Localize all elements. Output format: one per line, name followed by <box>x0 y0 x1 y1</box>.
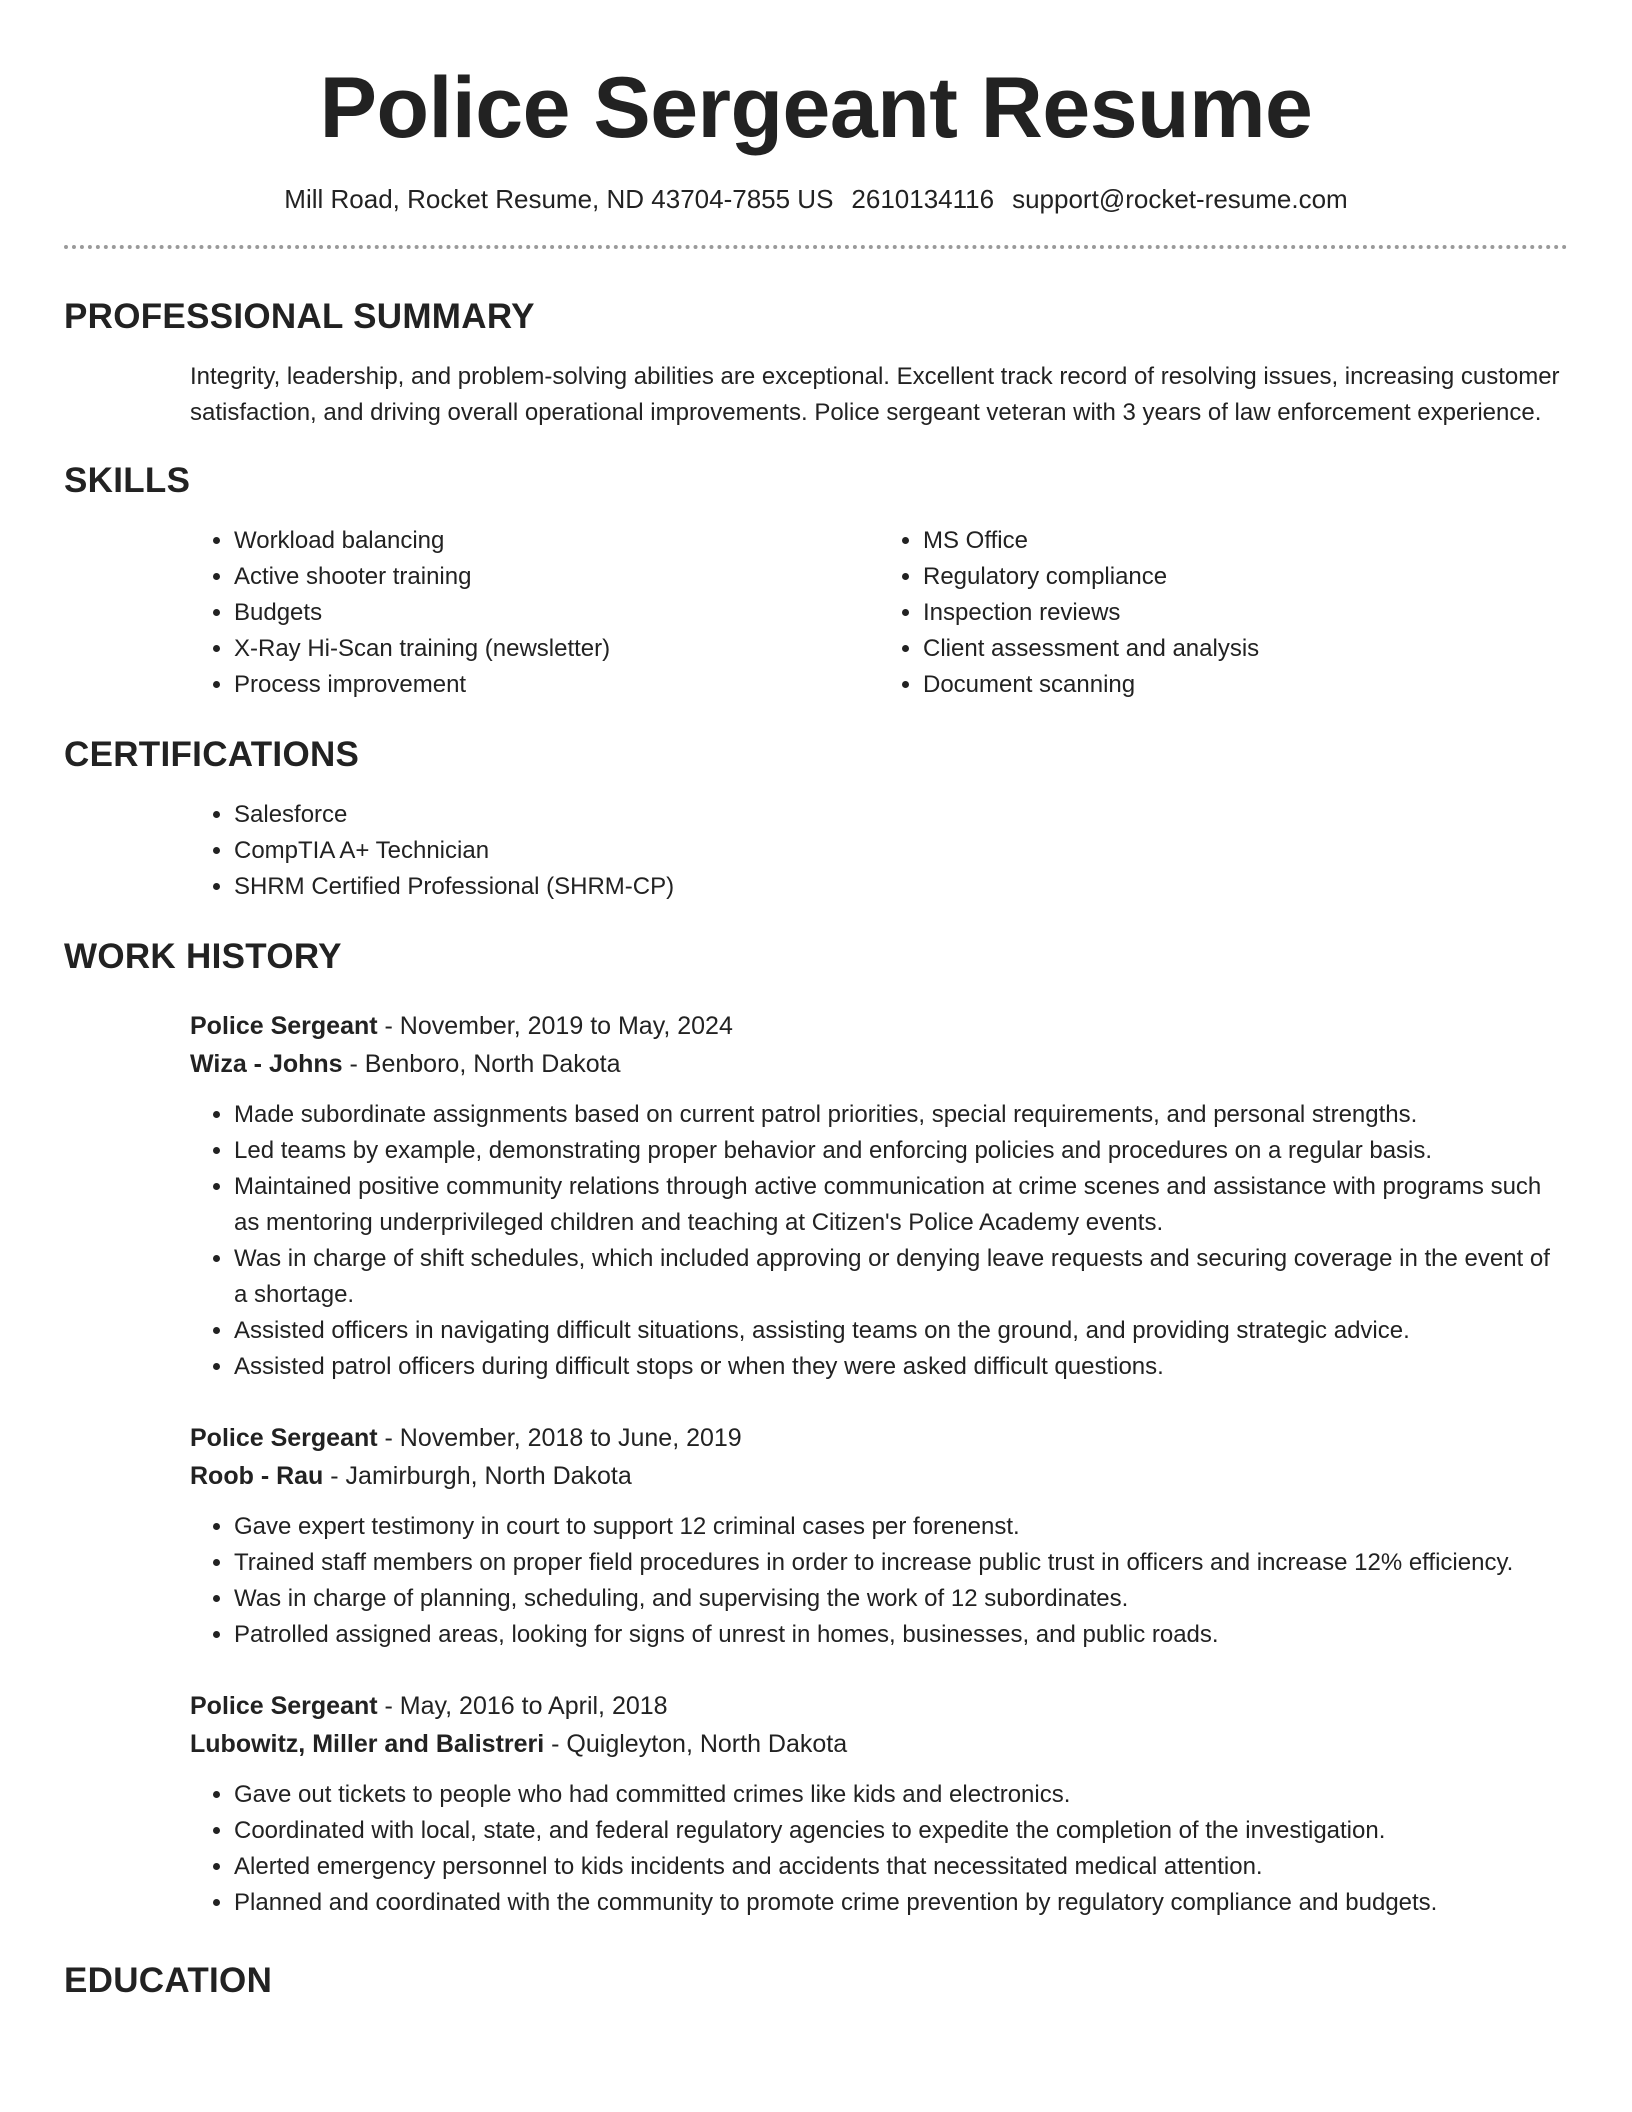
job-duty: • Made subordinate assignments based on current patrol priorities, special requirements, and personal strengths. <box>234 1097 1568 1133</box>
skills-list-left <box>190 523 879 703</box>
resume-title: Police Sergeant Resume <box>319 60 1313 156</box>
job-duty: • Was in charge of shift schedules, which included approving or denying leave requests and securing coverage in the event of a shortage. <box>234 1241 1568 1313</box>
certification-item: • CompTIA A+ Technician <box>234 833 1568 869</box>
job-role: Police Sergeant <box>190 1012 378 1040</box>
certifications-section <box>64 735 1568 905</box>
contact-phone: 2610134116 <box>851 184 995 214</box>
header-divider <box>64 245 1568 249</box>
certification-item: • SHRM Certified Professional (SHRM-CP) <box>234 869 1568 905</box>
section-title-work-history: WORK HISTORY <box>64 937 342 976</box>
job-title-line <box>190 1687 1568 1725</box>
job-duties-list <box>190 1097 1568 1385</box>
skills-list-right <box>879 523 1568 703</box>
skill-item: • MS Office <box>923 523 1568 559</box>
job-location: - Jamirburgh, North Dakota <box>323 1462 632 1490</box>
job-entry <box>190 1687 1568 1921</box>
job-duty: • Assisted officers in navigating difficult situations, assisting teams on the ground, and providing strategic advice. <box>234 1313 1568 1349</box>
job-company-line <box>190 1457 1568 1495</box>
job-dates: - November, 2019 to May, 2024 <box>377 1012 733 1040</box>
job-dates: - May, 2016 to April, 2018 <box>377 1692 668 1720</box>
job-company-line <box>190 1045 1568 1083</box>
certifications-list <box>190 797 1568 905</box>
job-duty: • Gave out tickets to people who had committed crimes like kids and electronics. <box>234 1777 1568 1813</box>
job-duty: • Gave expert testimony in court to support 12 criminal cases per forenenst. <box>234 1509 1568 1545</box>
skill-item: • Active shooter training <box>234 559 879 595</box>
work-history-section <box>64 937 1568 1921</box>
skill-item: • Process improvement <box>234 667 879 703</box>
job-duty: • Planned and coordinated with the community to promote crime prevention by regulatory compliance and budgets. <box>234 1885 1568 1921</box>
job-duty: • Patrolled assigned areas, looking for signs of unrest in homes, businesses, and public roads. <box>234 1617 1568 1653</box>
job-role: Police Sergeant <box>190 1692 378 1720</box>
contact-email: support@rocket-resume.com <box>1012 184 1348 214</box>
education-section <box>64 1961 1568 2001</box>
job-duty: • Coordinated with local, state, and federal regulatory agencies to expedite the completion of the investigation. <box>234 1813 1568 1849</box>
job-dates: - November, 2018 to June, 2019 <box>377 1424 742 1452</box>
skill-item: • Inspection reviews <box>923 595 1568 631</box>
job-entry <box>190 1007 1568 1385</box>
job-title-line <box>190 1419 1568 1457</box>
job-company: Wiza - Johns <box>190 1050 343 1078</box>
job-location: - Benboro, North Dakota <box>342 1050 621 1078</box>
job-duties-list <box>190 1509 1568 1653</box>
section-title-summary: PROFESSIONAL SUMMARY <box>64 297 535 336</box>
resume-header <box>0 0 1632 215</box>
job-duty: • Alerted emergency personnel to kids incidents and accidents that necessitated medical attention. <box>234 1849 1568 1885</box>
contact-address: Mill Road, Rocket Resume, ND 43704-7855 US <box>284 184 834 214</box>
job-duty: • Maintained positive community relations through active communication at crime scenes and assistance with programs such as mentoring underprivileged children and teaching at Citizen's Police Academy events. <box>234 1169 1568 1241</box>
job-company: Roob - Rau <box>190 1462 324 1490</box>
job-role: Police Sergeant <box>190 1424 378 1452</box>
skill-item: • X-Ray Hi-Scan training (newsletter) <box>234 631 879 667</box>
job-duty: • Trained staff members on proper field procedures in order to increase public trust in officers and increase 12% efficiency. <box>234 1545 1568 1581</box>
contact-line <box>0 184 1632 215</box>
section-title-education: EDUCATION <box>64 1961 273 2000</box>
skills-section <box>64 461 1568 703</box>
job-title-line <box>190 1007 1568 1045</box>
skill-item: • Budgets <box>234 595 879 631</box>
job-company: Lubowitz, Miller and Balistreri <box>190 1730 545 1758</box>
job-company-line <box>190 1725 1568 1763</box>
certification-item: • Salesforce <box>234 797 1568 833</box>
skill-item: • Client assessment and analysis <box>923 631 1568 667</box>
skill-item: • Workload balancing <box>234 523 879 559</box>
section-title-skills: SKILLS <box>64 461 191 500</box>
job-duties-list <box>190 1777 1568 1921</box>
skill-item: • Document scanning <box>923 667 1568 703</box>
section-title-certifications: CERTIFICATIONS <box>64 735 360 774</box>
summary-text: Integrity, leadership, and problem-solving abilities are exceptional. Excellent track record of resolving issues, increasing customer satisfaction, and driving overall operational improvements. Police sergeant veteran with 3 years of law enforcement experience. <box>190 363 1560 426</box>
job-duty: • Was in charge of planning, scheduling, and supervising the work of 12 subordinates. <box>234 1581 1568 1617</box>
job-entry <box>190 1419 1568 1653</box>
professional-summary-section <box>64 297 1568 431</box>
job-location: - Quigleyton, North Dakota <box>544 1730 848 1758</box>
skills-columns <box>190 523 1568 703</box>
job-duty: • Assisted patrol officers during difficult stops or when they were asked difficult questions. <box>234 1349 1568 1385</box>
skill-item: • Regulatory compliance <box>923 559 1568 595</box>
job-duty: • Led teams by example, demonstrating proper behavior and enforcing policies and procedures on a regular basis. <box>234 1133 1568 1169</box>
